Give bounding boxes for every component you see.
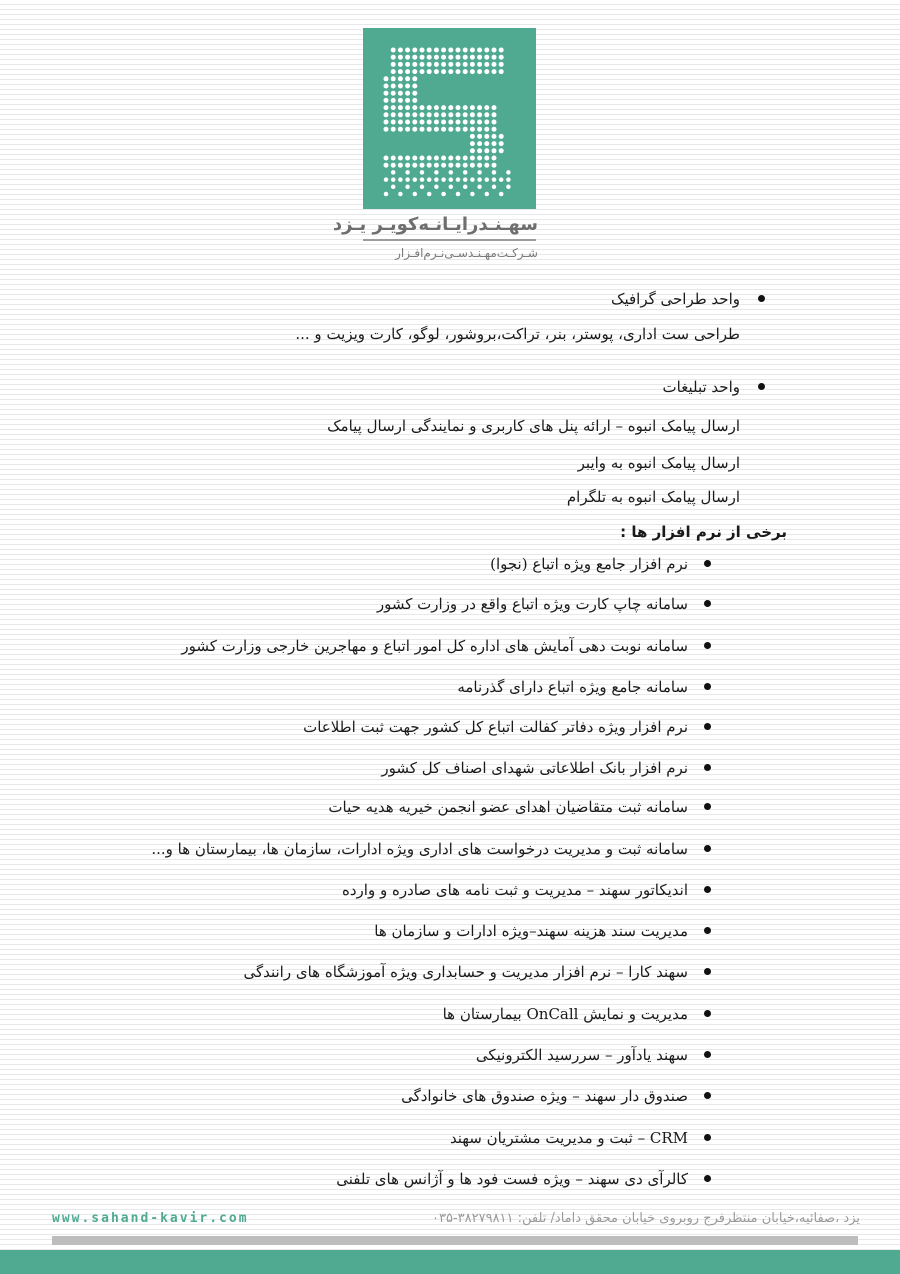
logo-dot (470, 105, 475, 110)
logo-dot (391, 156, 396, 161)
logo-dot (405, 62, 410, 67)
logo-dot (463, 170, 468, 175)
logo-dot (470, 134, 475, 139)
logo-dot (448, 163, 453, 168)
logo-dot (484, 112, 489, 117)
logo-dot (427, 48, 432, 53)
logo-dot (463, 48, 468, 53)
software-item: مدیریت و نمایش OnCall بیمارستان ها (442, 1005, 688, 1023)
software-item: اندیکاتور سهند – مدیریت و ثبت نامه های صادره و وارده (342, 881, 688, 899)
logo-dot (412, 127, 417, 132)
logo-dot (492, 127, 497, 132)
logo-dot (398, 48, 403, 53)
logo-dot (398, 84, 403, 89)
logo-dot (398, 76, 403, 81)
logo-dot (484, 148, 489, 153)
logo-dot (405, 98, 410, 103)
logo-dot (398, 91, 403, 96)
logo-dot (420, 48, 425, 53)
logo-dot (398, 127, 403, 132)
software-item: سامانه ثبت و مدیریت درخواست های اداری ویژه ادارات، سازمان ها، بیمارستان ها و... (151, 840, 688, 858)
logo-dot (492, 69, 497, 74)
logo-dot (391, 98, 396, 103)
logo-dot (492, 55, 497, 60)
section-line: طراحی ست اداری، پوستر، بنر، تراکت،بروشور، لوگو، کارت ویزیت و ... (295, 325, 740, 343)
software-item: سامانه جامع ویژه اتباع دارای گذرنامه (457, 678, 688, 696)
logo-dot (463, 105, 468, 110)
logo-dot (384, 98, 389, 103)
logo-dot (434, 112, 439, 117)
logo-dot (384, 105, 389, 110)
logo-dot (420, 105, 425, 110)
logo-dot (484, 127, 489, 132)
logo-dot (427, 127, 432, 132)
logo-dot (384, 76, 389, 81)
logo-dot (448, 69, 453, 74)
logo-dot (391, 84, 396, 89)
logo-dot (441, 112, 446, 117)
company-logo (363, 28, 536, 209)
logo-dot (477, 185, 482, 190)
logo-dot (477, 163, 482, 168)
logo-dot (477, 134, 482, 139)
software-item: نرم افزار بانک اطلاعاتی شهدای اصناف کل کشور (381, 759, 688, 777)
logo-dot (470, 69, 475, 74)
logo-dot-matrix-icon (363, 28, 536, 209)
logo-dot (499, 141, 504, 146)
logo-dot (470, 62, 475, 67)
logo-dot (427, 177, 432, 182)
logo-dot (427, 55, 432, 60)
logo-dot (492, 62, 497, 67)
software-item: سهند یادآور – سررسید الکترونیکی (475, 1046, 688, 1064)
company-address: یزد ،صفائیه،خیابان منتظرفرج روبروی خیابان محقق داماد/ تلفن: ۳۸۲۷۹۸۱۱-۰۳۵ (432, 1211, 860, 1226)
logo-dot (384, 192, 389, 197)
logo-dot (477, 148, 482, 153)
logo-dot (412, 156, 417, 161)
software-item: صندوق دار سهند – ویژه صندوق های خانوادگی (401, 1087, 688, 1105)
logo-dot (506, 170, 511, 175)
logo-dot (477, 120, 482, 125)
logo-dot (492, 170, 497, 175)
logo-dot (427, 112, 432, 117)
logo-dot (456, 55, 461, 60)
logo-dot (463, 55, 468, 60)
logo-dot (412, 163, 417, 168)
logo-dot (405, 177, 410, 182)
logo-dot (391, 163, 396, 168)
logo-dot (441, 62, 446, 67)
logo-dot (384, 163, 389, 168)
bullet-icon (704, 968, 711, 975)
logo-dot (398, 120, 403, 125)
bullet-icon (704, 1175, 711, 1182)
logo-dot (391, 170, 396, 175)
logo-dot (420, 112, 425, 117)
bullet-icon (704, 642, 711, 649)
logo-dot (434, 127, 439, 132)
logo-dot (398, 62, 403, 67)
logo-dot (477, 156, 482, 161)
logo-dot (412, 55, 417, 60)
logo-dot (384, 177, 389, 182)
logo-dot (484, 141, 489, 146)
logo-dot (484, 134, 489, 139)
logo-dot (391, 120, 396, 125)
logo-dot (492, 185, 497, 190)
bullet-icon (704, 723, 711, 730)
logo-dot (441, 69, 446, 74)
logo-dot (499, 69, 504, 74)
logo-dot (384, 156, 389, 161)
logo-dot (441, 120, 446, 125)
logo-dot (441, 192, 446, 197)
logo-dot (499, 148, 504, 153)
website-link[interactable]: www.sahand-kavir.com (52, 1211, 249, 1226)
logo-dot (412, 76, 417, 81)
logo-dot (405, 112, 410, 117)
logo-dot (470, 148, 475, 153)
logo-dot (391, 91, 396, 96)
logo-dot (484, 69, 489, 74)
logo-dot (477, 127, 482, 132)
logo-dot (477, 112, 482, 117)
logo-dot (477, 170, 482, 175)
logo-dot (456, 48, 461, 53)
logo-dot (391, 48, 396, 53)
logo-dot (398, 69, 403, 74)
logo-dot (441, 163, 446, 168)
logo-dot (384, 84, 389, 89)
logo-dot (463, 163, 468, 168)
bullet-icon (704, 1010, 711, 1017)
bullet-icon (704, 1092, 711, 1099)
logo-dot (420, 69, 425, 74)
footer-band (0, 1250, 900, 1274)
bullet-icon (704, 600, 711, 607)
logo-dot (441, 156, 446, 161)
section-line: ارسال پیامک انبوه به تلگرام (566, 488, 740, 506)
logo-dot (506, 185, 511, 190)
software-item: سامانه ثبت متقاضیان اهدای عضو انجمن خیریه هدیه حیات (328, 798, 688, 816)
logo-dot (492, 105, 497, 110)
logo-dot (499, 134, 504, 139)
logo-dot (448, 120, 453, 125)
logo-dot (470, 127, 475, 132)
logo-dot (470, 48, 475, 53)
logo-dot (412, 48, 417, 53)
logo-dot (448, 127, 453, 132)
logo-dot (463, 127, 468, 132)
logo-dot (420, 163, 425, 168)
logo-dot (427, 120, 432, 125)
bullet-icon (704, 803, 711, 810)
logo-dot (470, 156, 475, 161)
logo-dot (484, 62, 489, 67)
logo-dot (420, 177, 425, 182)
logo-dot (463, 62, 468, 67)
logo-dot (434, 156, 439, 161)
logo-dot (441, 48, 446, 53)
logo-dot (420, 156, 425, 161)
section-title-graphic: واحد طراحی گرافیک (611, 290, 740, 308)
logo-dot (492, 112, 497, 117)
logo-dot (427, 62, 432, 67)
logo-dot (449, 170, 454, 175)
logo-dot (456, 156, 461, 161)
software-item: نرم افزار جامع ویژه اتباع (نجوا) (490, 555, 688, 573)
logo-dot (434, 185, 439, 190)
logo-dot (384, 127, 389, 132)
company-subtitle: شـرکـت‌مهـنـدسـی‌نـرم‌افـزار (395, 246, 538, 260)
logo-dot (391, 127, 396, 132)
bullet-icon (704, 683, 711, 690)
logo-dot (499, 62, 504, 67)
logo-dot (456, 105, 461, 110)
logo-dot (420, 55, 425, 60)
logo-dot (463, 69, 468, 74)
logo-dot (470, 112, 475, 117)
logo-dot (427, 192, 432, 197)
bullet-icon (704, 1134, 711, 1141)
logo-dot (412, 69, 417, 74)
logo-dot (470, 163, 475, 168)
footer-divider (52, 1236, 858, 1245)
logo-dot (434, 105, 439, 110)
logo-dot (427, 105, 432, 110)
software-heading: برخی از نرم افزار ها : (620, 523, 787, 541)
logo-dot (441, 127, 446, 132)
logo-dot (463, 177, 468, 182)
logo-dot (477, 62, 482, 67)
logo-dot (484, 48, 489, 53)
software-item: مدیریت سند هزینه سهند–ویژه ادارات و سازمان ها (374, 922, 688, 940)
logo-dot (456, 127, 461, 132)
logo-dot (391, 76, 396, 81)
logo-dot (456, 177, 461, 182)
logo-dot (448, 112, 453, 117)
logo-dot (477, 48, 482, 53)
logo-dot (412, 91, 417, 96)
logo-dot (499, 177, 504, 182)
section-title-advertising: واحد تبلیغات (662, 378, 740, 396)
logo-dot (492, 48, 497, 53)
logo-dot (470, 120, 475, 125)
logo-dot (441, 105, 446, 110)
logo-dot (470, 192, 475, 197)
section-line: ارسال پیامک انبوه به وایبر (577, 454, 740, 472)
logo-dot (384, 112, 389, 117)
logo-dot (485, 177, 490, 182)
logo-dot (398, 55, 403, 60)
logo-dot (405, 76, 410, 81)
logo-dot (449, 177, 454, 182)
logo-dot (456, 192, 461, 197)
brand-divider (363, 239, 536, 241)
logo-dot (492, 120, 497, 125)
software-item: CRM – ثبت و مدیریت مشتریان سهند (449, 1129, 688, 1147)
logo-dot (427, 69, 432, 74)
logo-dot (405, 120, 410, 125)
logo-dot (484, 163, 489, 168)
logo-dot (398, 192, 403, 197)
logo-dot (492, 148, 497, 153)
logo-dot (492, 141, 497, 146)
logo-dot (477, 141, 482, 146)
logo-dot (470, 141, 475, 146)
logo-dot (434, 163, 439, 168)
logo-dot (398, 177, 403, 182)
logo-dot (463, 156, 468, 161)
logo-dot (441, 55, 446, 60)
software-item: سهند کارا – نرم افزار مدیریت و حسابداری ویژه آموزشگاه های رانندگی (243, 963, 688, 981)
logo-dot (405, 170, 410, 175)
logo-dot (405, 163, 410, 168)
logo-dot (470, 177, 475, 182)
logo-dot (441, 177, 446, 182)
logo-dot (492, 134, 497, 139)
logo-dot (477, 105, 482, 110)
logo-dot (405, 156, 410, 161)
logo-dot (413, 192, 418, 197)
logo-dot (463, 120, 468, 125)
logo-dot (484, 105, 489, 110)
logo-dot (456, 163, 461, 168)
logo-dot (398, 98, 403, 103)
logo-dot (391, 112, 396, 117)
logo-dot (420, 62, 425, 67)
bullet-icon (704, 1051, 711, 1058)
software-item: سامانه چاپ کارت ویژه اتباع واقع در وزارت کشور (376, 595, 688, 613)
logo-dot (384, 91, 389, 96)
logo-dot (413, 177, 418, 182)
bullet-icon (704, 560, 711, 567)
logo-dot (484, 156, 489, 161)
logo-dot (405, 91, 410, 96)
software-item: سامانه نوبت دهی آمایش های اداره کل امور اتباع و مهاجرین خارجی وزارت کشور (181, 637, 688, 655)
logo-dot (463, 112, 468, 117)
logo-dot (434, 48, 439, 53)
logo-dot (434, 170, 439, 175)
bullet-icon (704, 886, 711, 893)
logo-dot (405, 105, 410, 110)
logo-dot (391, 105, 396, 110)
logo-dot (405, 69, 410, 74)
logo-dot (420, 120, 425, 125)
bullet-icon (704, 764, 711, 771)
logo-dot (484, 55, 489, 60)
logo-dot (405, 48, 410, 53)
logo-dot (398, 112, 403, 117)
bullet-icon (758, 295, 765, 302)
logo-dot (434, 120, 439, 125)
logo-dot (499, 55, 504, 60)
logo-dot (412, 62, 417, 67)
logo-dot (499, 192, 504, 197)
logo-dot (434, 177, 439, 182)
logo-dot (420, 185, 425, 190)
software-item: کالرآی دی سهند – ویژه فست فود ها و آژانس های تلفنی (336, 1170, 688, 1188)
bullet-icon (758, 383, 765, 390)
logo-dot (384, 120, 389, 125)
logo-dot (427, 156, 432, 161)
logo-dot (477, 69, 482, 74)
logo-dot (391, 69, 396, 74)
logo-dot (434, 55, 439, 60)
logo-dot (448, 55, 453, 60)
bullet-icon (704, 845, 711, 852)
logo-dot (456, 62, 461, 67)
logo-dot (391, 55, 396, 60)
logo-dot (391, 177, 396, 182)
logo-dot (412, 84, 417, 89)
logo-dot (405, 127, 410, 132)
logo-dot (420, 170, 425, 175)
logo-dot (420, 127, 425, 132)
company-name: سهـنـدرایـانـه‌کویـر یـزد (332, 214, 538, 235)
section-line: ارسال پیامک انبوه – ارائه پنل های کاربری و نمایندگی ارسال پیامک (327, 417, 740, 435)
logo-dot (449, 185, 454, 190)
logo-dot (463, 185, 468, 190)
logo-dot (405, 55, 410, 60)
logo-dot (456, 120, 461, 125)
logo-dot (398, 105, 403, 110)
logo-dot (427, 163, 432, 168)
logo-dot (412, 120, 417, 125)
logo-dot (506, 177, 511, 182)
logo-dot (456, 69, 461, 74)
logo-dot (492, 177, 497, 182)
logo-dot (405, 185, 410, 190)
logo-dot (477, 55, 482, 60)
logo-dot (434, 69, 439, 74)
logo-dot (470, 55, 475, 60)
logo-dot (492, 163, 497, 168)
logo-dot (405, 84, 410, 89)
logo-dot (398, 163, 403, 168)
logo-dot (434, 62, 439, 67)
logo-dot (412, 112, 417, 117)
logo-dot (412, 98, 417, 103)
logo-dot (477, 177, 482, 182)
logo-dot (456, 112, 461, 117)
logo-dot (398, 156, 403, 161)
software-item: نرم افزار ویژه دفاتر کفالت اتباع کل کشور جهت ثبت اطلاعات (303, 718, 688, 736)
logo-dot (448, 48, 453, 53)
logo-dot (391, 62, 396, 67)
logo-dot (448, 62, 453, 67)
logo-dot (485, 192, 490, 197)
logo-dot (492, 156, 497, 161)
bullet-icon (704, 927, 711, 934)
logo-dot (448, 156, 453, 161)
logo-dot (448, 105, 453, 110)
logo-dot (412, 105, 417, 110)
logo-dot (391, 185, 396, 190)
logo-dot (484, 120, 489, 125)
logo-dot (499, 48, 504, 53)
